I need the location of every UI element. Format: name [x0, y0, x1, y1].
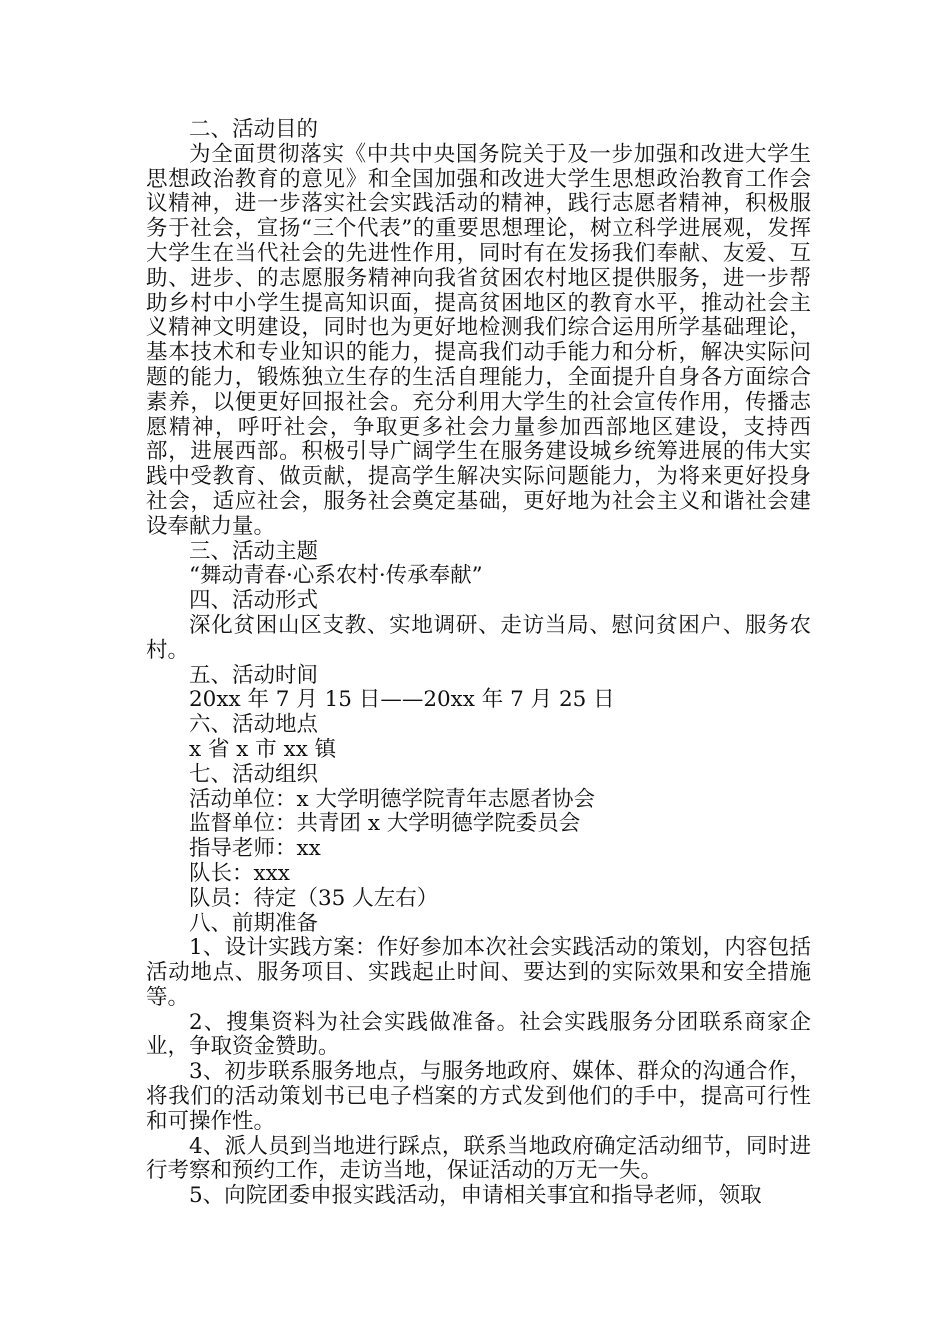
section-heading-time: 五、活动时间 — [189, 662, 319, 688]
section-heading-location: 六、活动地点 — [189, 712, 319, 738]
time-range: 20xx 年 7 月 15 日——20xx 年 7 月 25 日 — [189, 687, 615, 713]
section-heading-preparation: 八、前期准备 — [189, 910, 319, 936]
section-heading-organization: 七、活动组织 — [189, 761, 319, 787]
captain: 队长：xxx — [189, 860, 290, 886]
section-heading-form: 四、活动形式 — [189, 588, 319, 614]
advisor: 指导老师：xx — [189, 836, 321, 862]
section-heading-theme: 三、活动主题 — [189, 538, 319, 564]
organizing-unit: 活动单位：x 大学明德学院青年志愿者协会 — [189, 786, 595, 812]
form-paragraph: 深化贫困山区支教、实地调研、走访当局、慰问贫困户、服务农村。 — [146, 612, 811, 663]
members: 队员：待定（35 人左右） — [189, 885, 439, 911]
preparation-item-5: 5、向院团委申报实践活动，申请相关事宜和指导老师，领取 — [189, 1183, 762, 1209]
document-page — [146, 118, 811, 1209]
preparation-item-4: 4、派人员到当地进行踩点，联系当地政府确定活动细节，同时进行考察和预约工作，走访当地，保证活动的万无一失。 — [146, 1133, 811, 1184]
preparation-item-1: 1、设计实践方案：作好参加本次社会实践活动的策划，内容包括活动地点、服务项目、实践起止时间、要达到的实际效果和安全措施等。 — [146, 935, 811, 1010]
location-text: x 省 x 市 xx 镇 — [189, 736, 337, 762]
preparation-item-2: 2、搜集资料为社会实践做准备。社会实践服务分团联系商家企业，争取资金赞助。 — [146, 1009, 811, 1060]
purpose-paragraph: 为全面贯彻落实《中共中央国务院关于及一步加强和改进大学生思想政治教育的意见》和全国加强和改进大学生思想政治教育工作会议精神，进一步落实社会实践活动的精神，践行志愿者精神，积极服务于社会，宣扬“三个代表”的重要思想理论，树立科学进展观，发挥大学生在当代社会的先进性作用，同时有在发扬我们奉献、友爱、互助、进步、的志愿服务精神向我省贫困农村地区提供服务，进一步帮助乡村中小学生提高知识面，提高贫困地区的教育水平，推动社会主义精神文明建设，同时也为更好地检测我们综合运用所学基础理论，基本技术和专业知识的能力，提高我们动手能力和分析，解决实际问题的能力，锻炼独立生存的生活自理能力，全面提升自身各方面综合素养，以便更好回报社会。充分利用大学生的社会宣传作用，传播志愿精神，呼吁社会，争取更多社会力量参加西部地区建设，支持西部，进展西部。积极引导广阔学生在服务建设城乡统筹进展的伟大实践中受教育、做贡献，提高学生解决实际问题能力，为将来更好投身社会，适应社会，服务社会奠定基础，更好地为社会主义和谐社会建设奉献力量。 — [146, 141, 811, 539]
section-heading-purpose: 二、活动目的 — [189, 117, 319, 142]
theme-slogan: “舞动青春·心系农村·传承奉献” — [189, 563, 483, 589]
supervising-unit: 监督单位：共青团 x 大学明德学院委员会 — [189, 811, 581, 837]
preparation-item-3: 3、初步联系服务地点，与服务地政府、媒体、群众的沟通合作，将我们的活动策划书已电子档案的方式发到他们的手中，提高可行性和可操作性。 — [146, 1059, 811, 1134]
